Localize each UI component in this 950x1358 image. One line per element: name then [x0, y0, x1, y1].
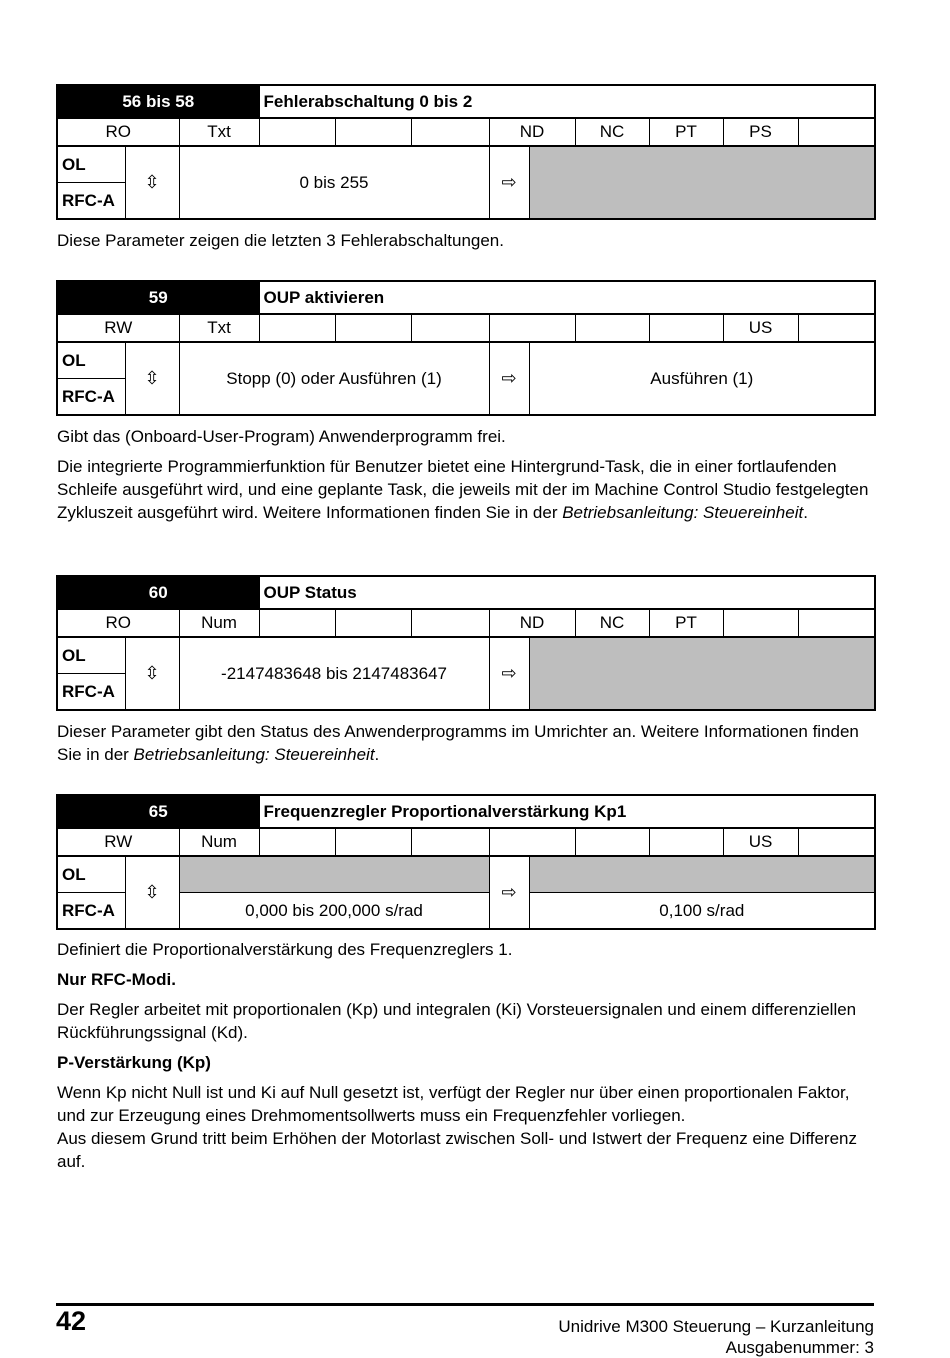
range-value: 0,000 bis 200,000 s/rad — [179, 893, 489, 930]
attr-cell: NC — [575, 118, 649, 146]
attr-cell — [798, 314, 875, 342]
attr-cell — [411, 609, 489, 637]
mode-rfc-a: RFC-A — [57, 893, 125, 930]
period: . — [803, 503, 808, 522]
mode-ol: OL — [57, 637, 125, 674]
attr-cell — [723, 609, 798, 637]
param-table-60 — [56, 575, 876, 711]
description-60-text: Dieser Parameter gibt den Status des Anwenderprogramms im Umrichter an. Weitere Informationen finden Sie in der — [57, 722, 859, 764]
attr-cell: RO — [57, 118, 179, 146]
attr-cell — [489, 314, 575, 342]
param-number: 56 bis 58 — [57, 85, 259, 118]
param-table-59 — [56, 280, 876, 416]
attr-cell: Txt — [179, 314, 259, 342]
param-table-65 — [56, 794, 876, 930]
default-value: 0,100 s/rad — [529, 893, 875, 930]
description-60 — [57, 720, 877, 766]
default-value: Ausführen (1) — [529, 342, 875, 415]
issue-number: Ausgabenummer: 3 — [725, 1338, 874, 1357]
param-title: Fehlerabschaltung 0 bis 2 — [259, 85, 875, 118]
updown-arrow-icon: ⇳ — [125, 342, 179, 415]
mode-rfc-a: RFC-A — [57, 379, 125, 416]
attr-cell — [259, 828, 335, 856]
attr-cell: NC — [575, 609, 649, 637]
attr-cell — [649, 314, 723, 342]
range-value: Stopp (0) oder Ausführen (1) — [179, 342, 489, 415]
attr-cell: US — [723, 314, 798, 342]
attr-cell — [411, 314, 489, 342]
attr-cell: Num — [179, 609, 259, 637]
mode-ol: OL — [57, 146, 125, 183]
footer-rule — [56, 1303, 874, 1306]
attr-cell: Txt — [179, 118, 259, 146]
page-number: 42 — [56, 1306, 87, 1336]
attr-cell — [411, 118, 489, 146]
attr-cell: RW — [57, 314, 179, 342]
attr-cell — [798, 118, 875, 146]
param-title: OUP Status — [259, 576, 875, 609]
default-value — [529, 146, 875, 219]
attr-cell: RO — [57, 609, 179, 637]
description-65-a: Definiert die Proportionalverstärkung des Frequenzreglers 1. — [57, 940, 513, 959]
attr-cell: PT — [649, 609, 723, 637]
attr-cell — [335, 118, 411, 146]
right-arrow-icon: ⇨ — [489, 342, 529, 415]
param-number: 60 — [57, 576, 259, 609]
attr-cell — [259, 314, 335, 342]
mode-rfc-a: RFC-A — [57, 674, 125, 711]
description-59-b-text: Die integrierte Programmierfunktion für Benutzer bietet eine Hintergrund-Task, die in einer fortlaufenden Schleife ausgeführt wird, und eine geplante Task, die jeweils mit der im Machine Control Studio festgelegten Zykluszeit ausgeführt wird. Weitere Informationen finden Sie in der — [57, 457, 869, 522]
param-number: 65 — [57, 795, 259, 828]
right-arrow-icon: ⇨ — [489, 856, 529, 929]
mode-ol: OL — [57, 342, 125, 379]
attr-cell — [335, 828, 411, 856]
mode-rfc-a: RFC-A — [57, 183, 125, 220]
description-56-58: Diese Parameter zeigen die letzten 3 Fehlerabschaltungen. — [57, 231, 504, 250]
attr-cell — [411, 828, 489, 856]
param-title: Frequenzregler Proportionalverstärkung Kp1 — [259, 795, 875, 828]
param-title: OUP aktivieren — [259, 281, 875, 314]
attr-cell — [575, 314, 649, 342]
attr-cell — [649, 828, 723, 856]
document-title: Unidrive M300 Steuerung – Kurzanleitung — [558, 1317, 874, 1336]
attr-cell — [489, 828, 575, 856]
attr-cell — [259, 609, 335, 637]
default-ol-empty — [529, 856, 875, 893]
period: . — [374, 745, 380, 764]
right-arrow-icon: ⇨ — [489, 146, 529, 219]
param-number: 59 — [57, 281, 259, 314]
subheading-rfc-modes: Nur RFC-Modi. — [57, 970, 176, 989]
updown-arrow-icon: ⇳ — [125, 637, 179, 710]
attr-cell: Num — [179, 828, 259, 856]
range-ol-empty — [179, 856, 489, 893]
attr-cell — [335, 314, 411, 342]
mode-ol: OL — [57, 856, 125, 893]
attr-cell: ND — [489, 118, 575, 146]
description-59-b — [57, 455, 877, 524]
description-59-a: Gibt das (Onboard-User-Program) Anwenderprogramm frei. — [57, 427, 506, 446]
right-arrow-icon: ⇨ — [489, 637, 529, 710]
attr-cell — [798, 828, 875, 856]
footer-info — [558, 1316, 874, 1358]
attr-cell — [798, 609, 875, 637]
param-table-56-58 — [56, 84, 876, 220]
default-value — [529, 637, 875, 710]
updown-arrow-icon: ⇳ — [125, 146, 179, 219]
description-65-b: Der Regler arbeitet mit proportionalen (Kp) und integralen (Ki) Vorsteuersignalen und einem differenziellen Rückführungssignal (Kd). — [57, 1000, 857, 1042]
description-65-c2: Aus diesem Grund tritt beim Erhöhen der Motorlast zwischen Soll- und Istwert der Frequenz eine Differenz auf. — [57, 1129, 857, 1171]
attr-cell: PT — [649, 118, 723, 146]
attr-cell: ND — [489, 609, 575, 637]
attr-cell — [335, 609, 411, 637]
description-65-c1: Wenn Kp nicht Null ist und Ki auf Null gesetzt ist, verfügt der Regler nur über einen proportionalen Faktor, und zur Erzeugung eines Drehmomentsollwerts muss ein Frequenzfehler vorliegen. — [57, 1083, 850, 1125]
range-value: 0 bis 255 — [179, 146, 489, 219]
manual-reference: Betriebsanleitung: Steuereinheit — [562, 503, 804, 522]
attr-cell — [575, 828, 649, 856]
attr-cell: PS — [723, 118, 798, 146]
attr-cell: RW — [57, 828, 179, 856]
subheading-p-gain: P-Verstärkung (Kp) — [57, 1053, 211, 1072]
range-value: -2147483648 bis 2147483647 — [179, 637, 489, 710]
attr-cell — [259, 118, 335, 146]
attr-cell: US — [723, 828, 798, 856]
manual-reference: Betriebsanleitung: Steuereinheit — [133, 745, 375, 764]
updown-arrow-icon: ⇳ — [125, 856, 179, 929]
